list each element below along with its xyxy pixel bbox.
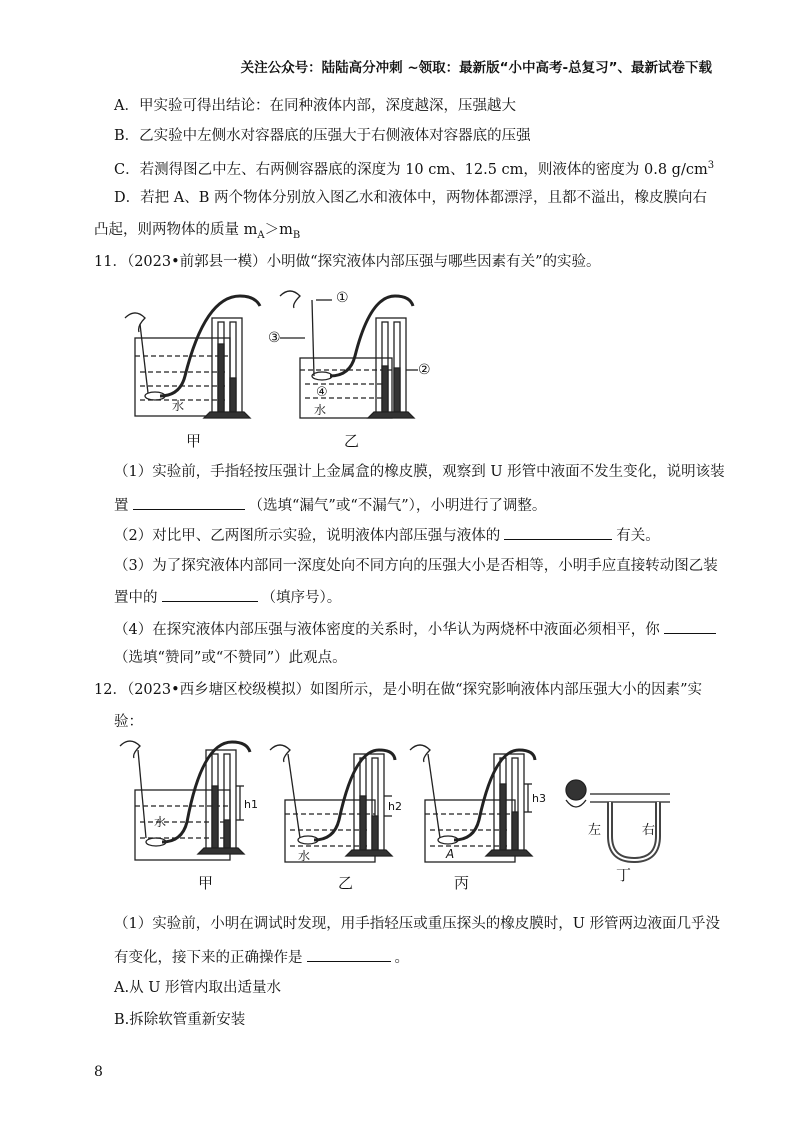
svg-text:水: 水 xyxy=(154,815,167,829)
q11-figure xyxy=(100,278,460,458)
q11-fig-yi xyxy=(280,291,418,418)
svg-text:①: ① xyxy=(336,290,349,306)
svg-text:④: ④ xyxy=(316,385,328,400)
svg-text:乙: 乙 xyxy=(344,432,360,450)
q11-p1-line2: 置 （选填“漏气”或“不漏气”），小明进行了调整。 xyxy=(114,494,546,516)
svg-text:右: 右 xyxy=(642,823,656,838)
q10-option-d: D．若把 A、B 两个物体分别放入图乙水和液体中，两物体都漂浮，且都不溢出，橡皮膜向右 xyxy=(114,190,707,206)
q10-option-c: C．若测得图乙中左、右两侧容器底的深度为 10 cm、12.5 cm，则液体的密度为 0.8 $g/cm^3$ xyxy=(114,160,715,178)
q10-option-b: B．乙实验中左侧水对容器底的压强大于右侧液体对容器底的压强 xyxy=(114,128,531,144)
svg-text:h1: h1 xyxy=(244,798,258,811)
q12-fig-ding xyxy=(566,780,670,860)
hand-icon xyxy=(125,313,145,332)
q12-fig-jia xyxy=(120,741,250,860)
page-header: 关注公众号：陆陆高分冲刺 ~领取：最新版“小中高考-总复习”、最新试卷下载 xyxy=(240,60,712,76)
svg-text:甲: 甲 xyxy=(198,874,214,892)
svg-text:水: 水 xyxy=(298,849,311,863)
answer-blank[interactable] xyxy=(664,618,716,634)
svg-text:丁: 丁 xyxy=(616,866,632,884)
answer-blank[interactable] xyxy=(133,494,245,510)
person-head-icon xyxy=(566,780,586,800)
q10-option-d-cont: 凸起，则两物体的质量 $m_A>m_B$ xyxy=(94,222,301,241)
answer-blank[interactable] xyxy=(504,524,612,540)
q12-p1-line2: 有变化，接下来的正确操作是 。 xyxy=(114,946,409,968)
q11-p4-line2: （选填“赞同”或“不赞同”）此观点。 xyxy=(114,650,347,666)
svg-text:③: ③ xyxy=(268,330,281,346)
q11-stem: 11．（2023•前郭县一模）小明做“探究液体内部压强与哪些因素有关”的实验。 xyxy=(94,254,601,270)
svg-text:h3: h3 xyxy=(532,792,546,805)
answer-blank[interactable] xyxy=(162,586,258,602)
q12-p1-line1: （1）实验前，小明在调试时发现，用手指轻压或重压探头的橡皮膜时，U 形管两边液面几乎没 xyxy=(114,916,721,932)
q12-stem-line1: 12．（2023•西乡塘区校级模拟）如图所示，是小明在做“探究影响液体内部压强大小的因素”实 xyxy=(94,682,702,698)
svg-text:甲: 甲 xyxy=(186,432,202,450)
q12-figure xyxy=(110,730,690,900)
q12-option-a: A.从 U 形管内取出适量水 xyxy=(114,980,282,996)
q11-p1-line1: （1）实验前，手指轻按压强计上金属盒的橡皮膜，观察到 U 形管中液面不发生变化，说明该装 xyxy=(114,464,725,480)
q12-option-b: B.拆除软管重新安装 xyxy=(114,1012,246,1028)
svg-text:②: ② xyxy=(418,362,431,378)
svg-text:h2: h2 xyxy=(388,800,402,813)
answer-blank[interactable] xyxy=(307,946,391,962)
svg-text:乙: 乙 xyxy=(338,874,354,892)
q11-p3-line2: 置中的 （填序号）。 xyxy=(114,586,341,608)
q12-fig-bing xyxy=(410,745,535,862)
page-number: 8 xyxy=(94,1064,103,1080)
svg-text:左: 左 xyxy=(588,823,602,838)
svg-text:水: 水 xyxy=(314,403,327,417)
svg-text:丙: 丙 xyxy=(454,874,470,892)
svg-text:A: A xyxy=(446,847,455,861)
q10-option-a: A．甲实验可得出结论：在同种液体内部，深度越深，压强越大 xyxy=(114,98,516,114)
q11-fig-jia xyxy=(125,296,260,418)
q11-p2: （2）对比甲、乙两图所示实验，说明液体内部压强与液体的 有关。 xyxy=(114,524,660,546)
q11-p4-line1: （4）在探究液体内部压强与液体密度的关系时，小华认为两烧杯中液面必须相平，你 xyxy=(114,618,720,640)
q12-stem-line2: 验： xyxy=(114,714,143,730)
q11-p3-line1: （3）为了探究液体内部同一深度处向不同方向的压强大小是否相等，小明手应直接转动图乙装 xyxy=(114,558,718,574)
q12-fig-yi xyxy=(270,745,395,862)
svg-text:水: 水 xyxy=(172,399,185,413)
